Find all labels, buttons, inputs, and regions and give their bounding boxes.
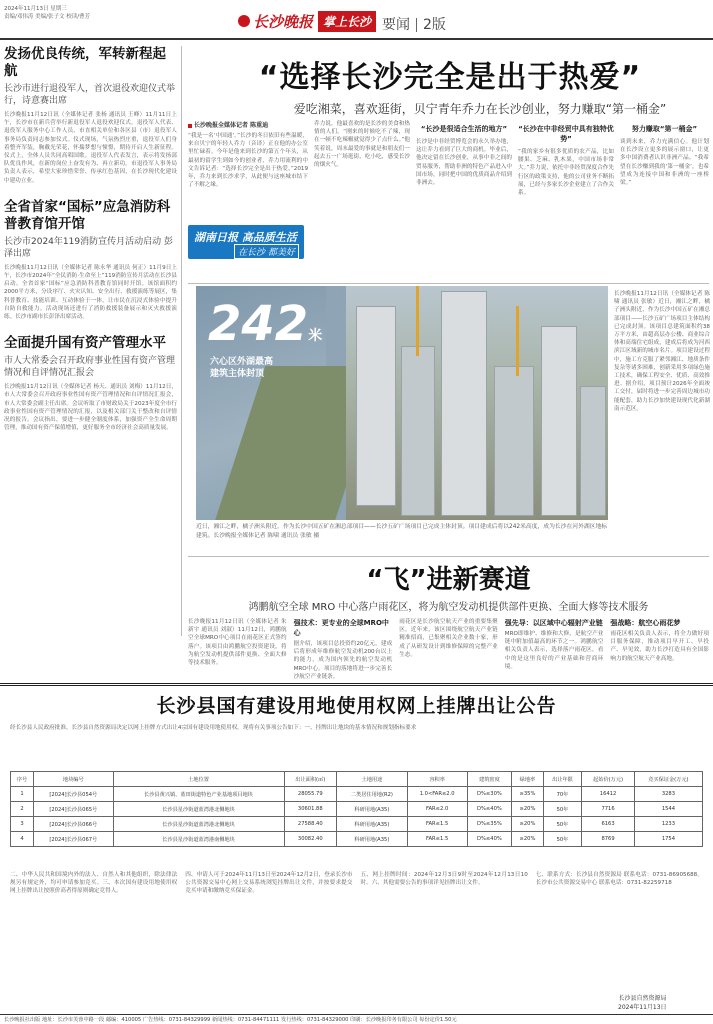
table-cell: 28055.79: [284, 787, 337, 802]
land-parcel-table: [10, 771, 703, 847]
column-text: 乔力说，他最喜欢的是长沙的美食和热情的人们。“刚来的时候吃不了辣，现在一顿不吃辣椒就觉得少了点什么。”他笑着说，周末最爱的事就是和朋友们一起去五一广场逛街、吃小吃，感受长沙的烟火气。: [314, 121, 410, 169]
text-column: [399, 618, 498, 680]
text-column: [294, 618, 393, 680]
text-column: [518, 120, 614, 280]
notice-date: 2024年11月13日: [618, 1004, 667, 1011]
fly-story-headline: “飞”进新赛道: [366, 565, 531, 595]
table-cell: D%≤30%: [467, 787, 512, 802]
right-column-text: 长沙晚报11月12日讯（全媒体记者 陈啸 通讯员 张敏）近日，湘江之畔，橘子洲头附近，作为长沙中国五矿在湘总部项目——长沙五矿广场项目主体结构已完成封顶。该项目总建筑面积约38万平方米，由超高层办公楼、商业综合体和高端住宅组成，建成后将成为河西滨江区域新的城市名片。项目建设过程中，施工方克服了紧邻湘江、地质条件复杂等诸多困难，创新采用多项绿色施工技术，确保工程安全、优质、高效推进。据介绍，项目预计2026年全面竣工交付，届时将进一步完善周边城市功能配套，助力长沙加快建设现代化新湖南示范区。: [614, 291, 710, 412]
subhead: 强技术：更专业的全球MRO中心: [293, 619, 389, 637]
table-row: [11, 787, 703, 802]
table-cell: [2024]长沙县067号: [34, 832, 113, 847]
table-cell: 30601.88: [284, 802, 337, 817]
table-cell: 长沙县星沙街道蓝湾港南侧地块: [113, 832, 284, 847]
column-text: 长沙晚报11月12日讯（全媒体记者 朱新宇 通讯员 刘淑）11月12日，鸿鹏航空全球MRO中心项目在雨花区正式签约落户。该项目由鸿鹏航空投资建设，将为航空发动机提供部件更换、全面大修等技术服务。: [188, 619, 287, 667]
height-value: 242: [208, 296, 309, 352]
story-title: 全省首家“国标”应急消防科普教育馆开馆: [4, 198, 171, 232]
subhead: 努力赚取“第一桶金”: [631, 125, 698, 133]
table-cell: 16412: [582, 787, 635, 802]
table-cell: [2024]长沙县066号: [34, 817, 113, 832]
table-cell: 3: [11, 817, 34, 832]
table-cell: 7716: [582, 802, 635, 817]
height-figure: [208, 296, 322, 352]
table-cell: 1754: [634, 832, 702, 847]
crane: [516, 306, 519, 376]
column-text: “我的家乡有很多优质的农产品，比如腰果、芝麻、乳木果，中国市场非常大。”乔力说，依托中非经贸深度合作先行区的政策支持，他的公司业务不断拓展，已经与多家长沙企业建立了合作关系。: [518, 149, 614, 197]
aerial-photo: [196, 286, 608, 520]
table-cell: 50年: [543, 802, 582, 817]
building: [580, 386, 606, 516]
column-header: 竞买保证金(万元): [634, 772, 702, 787]
column-text: 据介绍，该项目总投资约20亿元，建成后将形成年维修航空发动机200台以上的能力，成为国内领先的航空发动机MRO中心。项目的落地将进一步完善长沙航空产业链条。: [293, 641, 393, 680]
table-cell: 长沙县星沙街道蓝湾港北侧地块: [113, 817, 284, 832]
table-cell: [2024]长沙县065号: [34, 802, 113, 817]
date-line: 2024年11月13日 星期三: [4, 6, 67, 12]
table-cell: D%≤40%: [467, 802, 512, 817]
column-header: 容积率: [407, 772, 467, 787]
story-title: 发扬优良传统，军转新程起航: [4, 46, 166, 79]
story-title: 全面提升国有资产管理水平: [4, 335, 166, 352]
table-cell: 30082.40: [284, 832, 337, 847]
column-header: 土地用途: [337, 772, 408, 787]
column-header: 绿地率: [512, 772, 543, 787]
logo-name: 长沙晚报: [253, 12, 314, 31]
promo-banner: [188, 225, 304, 259]
notice-text: 四、申请人可于2024年11月13日至2024年12月2日，登录长沙市公共资源交易中心网上交易系统浏览挂牌出让文件，并按要求提交竞买申请和缴纳竞买保证金。: [185, 872, 353, 895]
subhead: “长沙是很适合生活的地方”: [420, 125, 508, 133]
table-cell: 50年: [543, 817, 582, 832]
city-skyline: [346, 286, 608, 520]
table-cell: D%≤40%: [467, 832, 512, 847]
table-cell: D%≤35%: [467, 817, 512, 832]
height-unit: 米: [308, 328, 323, 344]
fly-story-subheadline: 鸿鹏航空全球 MRO 中心落户雨花区，将为航空发动机提供部件更换、全面大修等技术服务: [248, 602, 649, 613]
text-column: [416, 120, 512, 280]
logo-slogan: 掌上长沙: [318, 11, 376, 32]
table-header-row: [11, 772, 703, 787]
table-cell: 27588.40: [284, 817, 337, 832]
section-label: [382, 14, 446, 34]
table-cell: 2: [11, 802, 34, 817]
logo-mark-icon: [238, 15, 250, 27]
land-auction-notice: [0, 683, 713, 1013]
table-row: [11, 832, 703, 847]
building: [356, 306, 396, 506]
masthead: [0, 0, 713, 40]
notice-intro: 经长沙县人民政府批准，长沙县自然资源局决定以网上挂牌方式出让4宗国有建设用地使用权。现将有关事项公告如下：一、挂牌出让地块的基本情况和规划指标要求: [10, 725, 417, 731]
subhead: 强战略：航空心雨花梦: [610, 619, 681, 627]
page-footer: 长沙晚报社出版 地址：长沙市芙蓉中路一段 邮编：410005 广告热线：0731-84329999 新闻热线：0731-84471111 发行热线：0731-84329000 印刷：长沙晚报印务有限公司 每份定价1.50元: [0, 1014, 713, 1024]
building: [541, 326, 577, 516]
issue-meta: [4, 5, 154, 21]
column-header: 出让面积(㎡): [284, 772, 337, 787]
column-header: 起始价(万元): [582, 772, 635, 787]
notice-title: 长沙县国有建设用地使用权网上挂牌出让公告: [156, 695, 557, 717]
notice-signature: [618, 994, 667, 1012]
page-number: 2版: [423, 17, 446, 33]
table-cell: 4: [11, 832, 34, 847]
column-text: 谈到未来，乔力充满信心。他计划在长沙设立更多的展示窗口，让更多中国消费者认识非洲产品。“我希望在长沙赚到我的‘第一桶金’，也希望成为连接中国和非洲的一座桥梁。”: [620, 139, 709, 187]
crane: [416, 286, 419, 356]
story-subtitle: 市人大常委会召开政府事业性国有资产管理情况和自评情况汇报会: [4, 356, 176, 379]
table-cell: 70年: [543, 787, 582, 802]
photo-caption: 近日，湘江之畔，橘子洲头附近，作为长沙中国五矿在湘总部项目——长沙五矿广场项目已完成主体封顶。项目建成后将以242米高度，成为长沙在河外湖区地标建筑。长沙晚报全媒体记者 陈啸 通讯员 张敏 摄: [196, 524, 608, 539]
subhead: “长沙在中非经贸中具有独特优势”: [518, 125, 614, 143]
text-column: [314, 120, 410, 280]
text-column: [505, 618, 604, 680]
banner-line-1: 湖南日报 高品质生活: [194, 231, 297, 244]
section-divider: [416, 18, 417, 32]
text-column: [188, 618, 287, 680]
notice-text: 五、网上挂牌时间：2024年12月3日9时至2024年12月13日10时。六、其他需要公告的事项详见挂牌出让文件。: [360, 872, 528, 887]
newspaper-logo: [238, 8, 376, 34]
table-cell: 1233: [634, 817, 702, 832]
notice-text: 七、联系方式：长沙县自然资源局 联系电话：0731-86905688。长沙市公共资源交易中心 联系电话：0731-82259718: [535, 872, 703, 887]
section-rule: [188, 556, 709, 557]
table-cell: 长沙县星沙街道蓝湾港北侧地块: [113, 802, 284, 817]
table-cell: ≥20%: [512, 832, 543, 847]
building: [401, 346, 435, 516]
building: [441, 291, 487, 516]
column-text: 长沙是中非经贸博览会的永久举办地，这让乔力看到了巨大的商机。毕业后，他决定留在长沙创业，从事中非之间的贸易服务，帮助非洲的特色产品进入中国市场，同时把中国的优质商品介绍到非洲去。: [416, 139, 512, 187]
column-text: 雨花区相关负责人表示，将全力做好项目服务保障，推动项目早开工、早投产、早见效，助力长沙打造具有全国影响力的航空航天产业高地。: [610, 631, 709, 662]
column-header: 土地位置: [113, 772, 284, 787]
table-cell: FAR≤2.0: [407, 802, 467, 817]
table-cell: 3283: [634, 787, 702, 802]
editors-line: 责编/邓伟涛 美编/张子文 校读/曹芳: [4, 14, 91, 20]
building: [494, 366, 534, 516]
table-cell: 科研用地(A35): [337, 802, 408, 817]
photo-overlay-text: 六心区外湖最高 建筑主体封顶: [210, 357, 274, 379]
story-veterans: [4, 46, 177, 185]
right-column: [614, 290, 710, 552]
column-header: 序号: [11, 772, 34, 787]
column-header: 出让年限: [543, 772, 582, 787]
top-story-subheadline: 爱吃湘菜，喜欢逛街，贝宁青年乔力在长沙创业，努力赚取“第一桶金”: [293, 102, 667, 116]
section-rule: [188, 283, 709, 284]
table-cell: 长沙县黄兴镇、蓝田街道特色产业基地项目地块: [113, 787, 284, 802]
byline: 长沙晚报全媒体记者 陈重迪: [188, 120, 308, 129]
story-subtitle: 长沙市2024年119消防宣传月活动启动 彭泽出席: [4, 236, 173, 259]
table-cell: 1: [11, 787, 34, 802]
table-cell: 科研用地(A35): [337, 817, 408, 832]
table-cell: ≥20%: [512, 802, 543, 817]
text-column: [610, 618, 709, 680]
notice-text: 二、中华人民共和国境内外的法人、自然人和其他组织，除法律法规另有规定外，均可申请参加竞买。三、本次国有建设用地使用权网上挂牌出让按照价高者得原则确定竞得人。: [10, 872, 178, 895]
table-cell: 6163: [582, 817, 635, 832]
notice-org: 长沙县自然资源局: [618, 995, 667, 1002]
table-row: [11, 802, 703, 817]
story-state-assets: [4, 335, 177, 432]
column-header: 建筑密度: [467, 772, 512, 787]
table-cell: ≥20%: [512, 817, 543, 832]
table-cell: 50年: [543, 832, 582, 847]
column-text: 雨花区是长沙航空航天产业的重要集聚区。近年来，该区围绕航空航天产业链精准招商，已集聚相关企业数十家，形成了从研发设计到维修保障的完整产业生态。: [399, 619, 498, 658]
table-cell: FAR≤1.5: [407, 817, 467, 832]
table-cell: FAR≤1.5: [407, 832, 467, 847]
text-column: [620, 120, 709, 280]
column-divider: [181, 46, 182, 636]
top-story-headline: “选择长沙完全是出于热爱”: [258, 60, 642, 95]
section-name: 要闻: [382, 17, 410, 33]
column-text: MRO即维护、维修和大修，是航空产业链中附加值最高的环节之一。鸿鹏航空相关负责人表示，选择落户雨花区，看中的是这里良好的产业基础和营商环境。: [504, 631, 604, 670]
table-cell: 二类居住用地(R2): [337, 787, 408, 802]
story-fire-museum: [4, 199, 177, 321]
table-cell: 1.0<FAR≤2.0: [407, 787, 467, 802]
table-cell: 8769: [582, 832, 635, 847]
story-body: 长沙晚报11月12日讯（全媒体记者 张杨 通讯员 王峰）11月11日上午，长沙市在新兵营举行新退役军人退役欢迎仪式。退役军人代表、退役军人服务中心工作人员、市直相关单位和各区县（市）退役军人事务局负责同志参加仪式。仪式现场，气氛热烈庄重，退役军人们身着整齐军装，胸戴光荣花，怀揣梦想与憧憬，期待开启人生新征程。仪式上，全体人员共同高唱国歌。退役军人代表发言，表示将发扬部队优良作风，在新的岗位上奋发有为、再立新功。市退役军人事务局负责人表示，希望大家珍惜荣誉、传承红色基因，在长沙现代化建设中建功立业。: [4, 112, 177, 184]
story-subtitle: 长沙市进行退役军人，首次退役欢迎仪式举行，诗意赛出席: [4, 84, 176, 106]
notice-terms: [10, 871, 703, 896]
column-text: “我是一名‘中国通’。”长沙的冬日依旧有些温暖，来自贝宁的年轻人乔力（音译）正在他的办公室里忙碌着。今年是他来到长沙的第五个年头，从最初的留学生到如今的创业者，乔力用流利的中文告诉记者：“选择长沙完全是出于热爱。”2019年，乔力来到长沙求学，从此便与这座城市结下了不解之缘。: [188, 133, 308, 189]
table-cell: 1544: [634, 802, 702, 817]
column-header: 地块编号: [34, 772, 113, 787]
story-body: 长沙晚报11月12日讯（全媒体记者 陈永华 通讯员 何正）11月9日上午，长沙市2024年“全民消防·生命至上”119消防宣传月活动在长沙县启动。全省首家“国标”应急消防科普教育馆同时开馆。该馆面积约2000平方米，分设序厅、火灾认知、安全出行、救援演练等展区，集科普教育、技能培训、互动体验于一体，让市民在沉浸式体验中提升自防自救能力。活动现场还进行了消防救援装备展示和灭火救援演练。长沙市副市长彭泽出席活动。: [4, 264, 177, 321]
fly-story-body: [188, 618, 709, 680]
subhead: 强先导：以区域中心辐射产业链: [504, 619, 603, 627]
banner-line-2: 在长沙 都美好: [234, 244, 299, 259]
table-cell: [2024]长沙县054号: [34, 787, 113, 802]
fly-story-header: [188, 565, 709, 613]
left-column: [4, 46, 177, 624]
table-cell: ≥35%: [512, 787, 543, 802]
table-row: [11, 817, 703, 832]
story-body: 长沙晚报11月12日讯（全媒体记者 杨天、通讯员 刘梅）11月12日，市人大常委会召开政府事业性国有资产管理情况和自评情况汇报会，市人大常委会副主任出席。会议听取了市财政局关于2023年度全市行政事业性国有资产管理情况的汇报，以及相关部门关于整改和自评情况的报告。会议指出，要进一步健全制度体系，加强资产全生命周期管理，推动国有资产保值增值，更好服务全市经济社会高质量发展。: [4, 384, 177, 432]
top-story-header: [190, 60, 710, 117]
table-cell: 科研用地(A35): [337, 832, 408, 847]
